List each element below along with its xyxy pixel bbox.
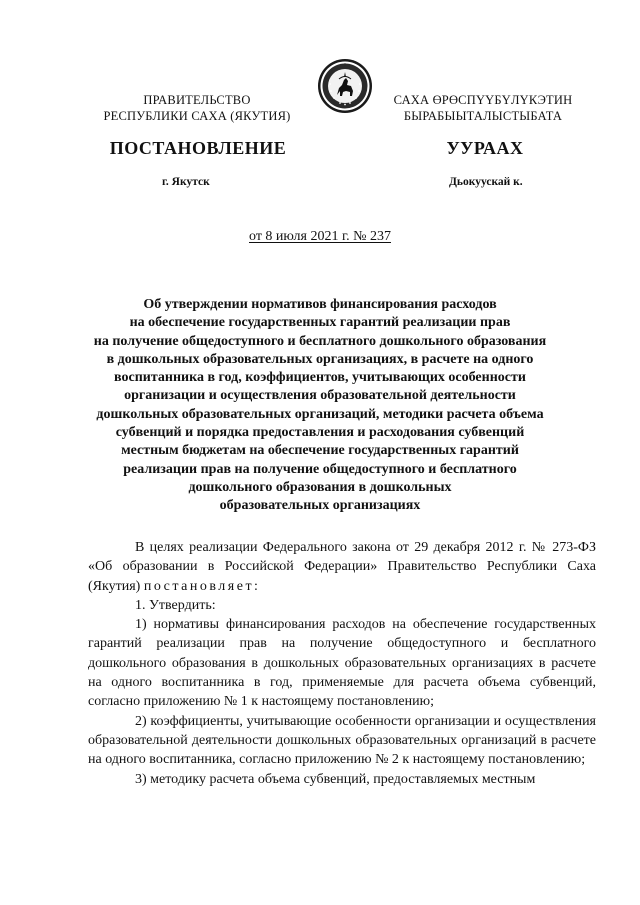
left-organization-header xyxy=(92,92,302,124)
decree-date-number xyxy=(0,229,640,245)
title-line: местным бюджетам на обеспечение государственных гарантий xyxy=(121,443,519,459)
clause-1: 1. Утвердить: xyxy=(135,597,216,613)
title-line: организации и осуществления образовательной деятельности xyxy=(124,388,516,404)
title-line: субвенций и порядка предоставления и расходования субвенций xyxy=(115,425,525,441)
title-line: Об утверждении нормативов финансирования расходов xyxy=(143,297,497,312)
title-line: реализации прав на получение общедоступного и бесплатного xyxy=(123,461,517,477)
doc-type-russian: ПОСТАНОВЛЕНИЕ xyxy=(109,138,287,158)
sakha-coat-of-arms-icon xyxy=(317,58,373,114)
city-yakut: Дьокуускай к. xyxy=(449,176,523,188)
left-org-line-2: РЕСПУБЛИКИ САХА (ЯКУТИЯ) xyxy=(103,109,291,123)
decree-date-number-text: от 8 июля 2021 г. № 237 xyxy=(249,229,391,244)
title-line: дошкольных образовательных организаций, методики расчета объема xyxy=(96,406,544,422)
title-line: в дошкольных образовательных организациях, в расчете на одного xyxy=(106,351,534,367)
right-organization-header xyxy=(378,92,588,124)
document-body xyxy=(88,538,596,789)
title-line: дошкольного образования в дошкольных xyxy=(188,479,452,495)
title-line: на получение общедоступного и бесплатного дошкольного образования xyxy=(93,333,547,349)
title-line: воспитанника в год, коэффициентов, учитывающих особенности xyxy=(114,370,526,386)
right-org-line-2: БЫРАБЫЫТАЛЫСТЫБАТА xyxy=(403,109,563,123)
clause-1-3: 3) методику расчета объема субвенций, предоставляемых местным xyxy=(135,771,536,787)
intro-paragraph xyxy=(88,538,596,596)
title-line: образовательных организациях xyxy=(219,498,421,514)
right-org-line-1: САХА ӨРӨСПҮҮБҮЛҮКЭТИН xyxy=(393,93,573,107)
clause-1-2: 2) коэффициенты, учитывающие особенности организации и осуществления образовательной деятельности дошкольных образовательных организаций в расчете на одного воспитанника, согласно приложению № 2 к настоящему постановлению; xyxy=(88,713,596,768)
decrees-word: постановляет: xyxy=(143,578,261,594)
title-line: на обеспечение государственных гарантий реализации прав xyxy=(129,315,511,331)
clause-1-1: 1) нормативы финансирования расходов на обеспечение государственных гарантий реализации прав на получение общедоступного и бесплатного дошкольного образования в дошкольных образовательных организациях в расчете на одного воспитанника в год, применяемые для расчета объема субвенций, согласно приложению № 1 к настоящему постановлению; xyxy=(88,617,596,710)
document-title xyxy=(80,296,560,516)
doc-type-yakut: УУРААХ xyxy=(446,138,524,158)
left-org-line-1: ПРАВИТЕЛЬСТВО xyxy=(143,93,251,107)
city-russian: г. Якутск xyxy=(162,176,210,188)
intro-text: В целях реализации Федерального закона от 29 декабря 2012 г. № 273-ФЗ «Об образовании в Российской Федерации» Правительство Республики Саха (Якутия) xyxy=(88,540,596,594)
